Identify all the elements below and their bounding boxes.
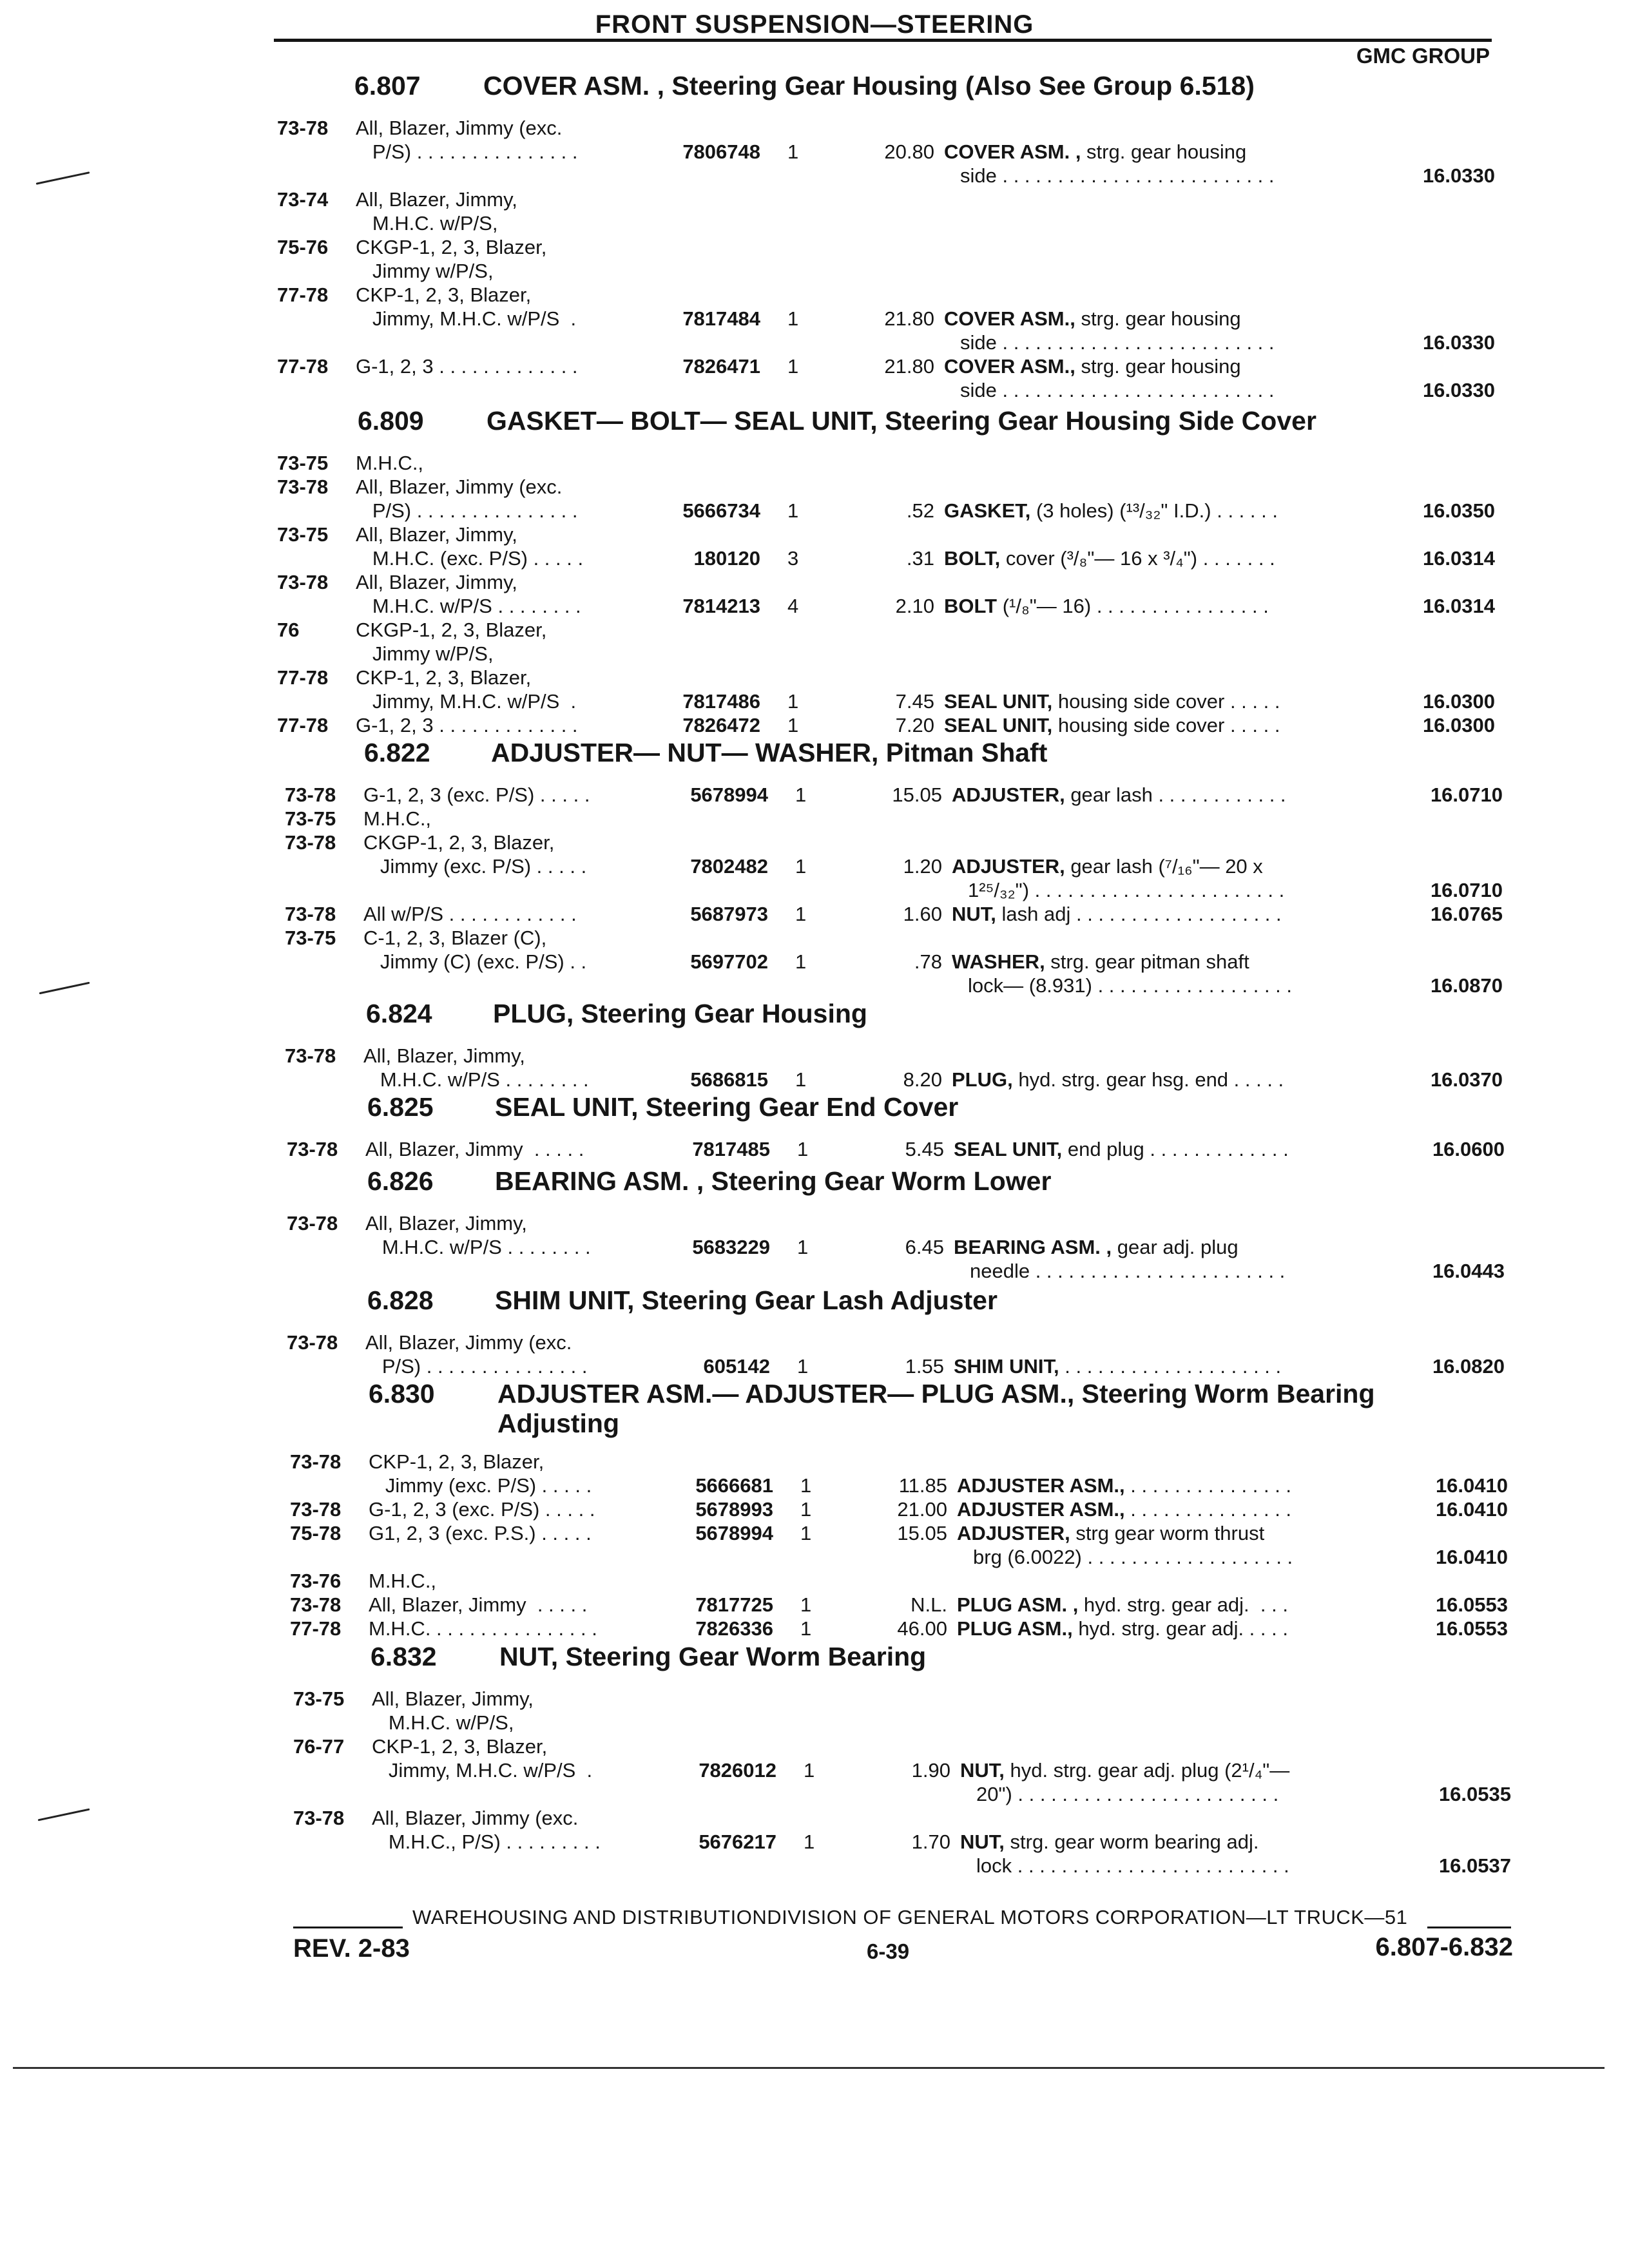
description-detail: . . . . . . . . . . . . . . .: [1124, 1474, 1292, 1497]
description-detail: strg gear worm thrust: [1070, 1522, 1265, 1544]
section-number: 6.832: [371, 1642, 437, 1671]
description: [944, 140, 1246, 164]
model-years: 77-78: [277, 284, 329, 306]
description: [957, 1497, 1291, 1521]
model-years: 73-75: [285, 927, 336, 949]
group-class-number: 16.0410: [1435, 1546, 1508, 1568]
description-continued: lock— (8.931) . . . . . . . . . . . . . . . . . .: [968, 974, 1293, 997]
description-detail: strg. gear housing: [1075, 307, 1241, 330]
part-number: 605142: [703, 1355, 770, 1378]
price: 1.90: [911, 1759, 950, 1782]
application: G-1, 2, 3 . . . . . . . . . . . . .: [356, 714, 578, 736]
model-years: 76: [277, 619, 300, 641]
description-name: SEAL UNIT,: [944, 714, 1053, 736]
description: [960, 1758, 1289, 1782]
description: [944, 689, 1280, 713]
section-number: 6.830: [369, 1379, 435, 1408]
model-years: 77-78: [277, 666, 329, 689]
group-class-number: 16.0537: [1438, 1854, 1511, 1877]
group-class-number: 16.0330: [1422, 331, 1495, 354]
group-class-number: 16.0314: [1422, 547, 1495, 570]
model-years: 73-75: [293, 1687, 345, 1710]
description-name: PLUG ASM.,: [957, 1617, 1073, 1640]
application: Jimmy w/P/S,: [356, 260, 494, 282]
section-title: NUT, Steering Gear Worm Bearing: [499, 1642, 927, 1671]
section-title: COVER ASM. , Steering Gear Housing (Also See Group 6.518): [483, 71, 1255, 101]
description-name: NUT,: [960, 1831, 1005, 1853]
application: M.H.C. w/P/S,: [356, 212, 498, 235]
price: 1.55: [905, 1355, 944, 1378]
description: [957, 1521, 1264, 1545]
description-name: COVER ASM.,: [944, 307, 1075, 330]
description-name: ADJUSTER ASM.,: [957, 1474, 1125, 1497]
model-years: 73-78: [277, 476, 329, 498]
group-class-number: 16.0820: [1432, 1355, 1505, 1378]
footer-rule-left: [293, 1927, 403, 1928]
description-detail: . . . . . . . . . . . . . . .: [1124, 1498, 1292, 1521]
model-years: 73-78: [287, 1212, 338, 1235]
description-detail: strg. gear worm bearing adj.: [1004, 1831, 1259, 1853]
application: M.H.C. . . . . . . . . . . . . . . .: [369, 1617, 597, 1640]
application: M.H.C. w/P/S . . . . . . . .: [363, 1068, 589, 1091]
section-title: GASKET— BOLT— SEAL UNIT, Steering Gear Housing Side Cover: [487, 406, 1316, 436]
application: M.H.C.,: [369, 1570, 437, 1592]
application: P/S) . . . . . . . . . . . . . . .: [356, 499, 578, 522]
description-detail: gear lash (⁷/₁₆"— 20 x: [1065, 855, 1263, 878]
description-detail: (3 holes) (¹³/₃₂" I.D.) . . . . . .: [1030, 499, 1278, 522]
description-detail: hyd. strg. gear adj. . . . .: [1072, 1617, 1288, 1640]
description: [960, 1830, 1258, 1854]
description: [944, 546, 1275, 570]
part-number: 7817484: [682, 307, 760, 330]
group-class-number: 16.0535: [1438, 1783, 1511, 1805]
description-name: PLUG ASM. ,: [957, 1593, 1079, 1616]
part-number: 7826472: [682, 714, 760, 736]
description: [952, 950, 1249, 974]
group-class-number: 16.0330: [1422, 379, 1495, 401]
model-years: 73-78: [285, 903, 336, 925]
section-number: 6.809: [358, 406, 424, 436]
section-title: BEARING ASM. , Steering Gear Worm Lower: [495, 1166, 1052, 1196]
application: C-1, 2, 3, Blazer (C),: [363, 927, 547, 949]
application: M.H.C.,: [363, 807, 432, 830]
application: CKP-1, 2, 3, Blazer,: [372, 1735, 548, 1758]
application: CKGP-1, 2, 3, Blazer,: [356, 236, 547, 258]
scan-edge-line: [13, 2067, 1605, 2069]
part-number: 180120: [693, 547, 760, 570]
description: [957, 1474, 1291, 1497]
application: CKP-1, 2, 3, Blazer,: [356, 666, 532, 689]
quantity: 1: [795, 950, 807, 973]
description: [957, 1617, 1288, 1640]
price: 8.20: [903, 1068, 942, 1091]
section-title: ADJUSTER ASM.— ADJUSTER— PLUG ASM., Steering Worm Bearing Adjusting: [497, 1379, 1375, 1438]
quantity: 1: [795, 783, 807, 806]
description: [957, 1593, 1288, 1617]
part-number: 7826336: [695, 1617, 773, 1640]
application: Jimmy (C) (exc. P/S) . .: [363, 950, 587, 973]
model-years: 73-78: [285, 1044, 336, 1067]
model-years: 75-78: [290, 1522, 342, 1544]
application: All, Blazer, Jimmy,: [356, 188, 517, 211]
model-years: 73-78: [290, 1450, 342, 1473]
description-continued: side . . . . . . . . . . . . . . . . . . . . . . . . .: [960, 379, 1275, 401]
description-detail: . . . . . . . . . . . . . . . . . . . .: [1059, 1355, 1282, 1378]
group-class-number: 16.0765: [1430, 903, 1503, 925]
application: G-1, 2, 3 (exc. P/S) . . . . .: [369, 1498, 595, 1521]
quantity: 1: [800, 1593, 812, 1616]
part-number: 7806748: [682, 140, 760, 163]
model-years: 73-78: [290, 1593, 342, 1616]
page-title: FRONT SUSPENSION—STEERING: [595, 10, 1034, 39]
part-number: 5676217: [699, 1831, 776, 1853]
model-years: 75-76: [277, 236, 329, 258]
model-years: 73-75: [277, 523, 329, 546]
description: [944, 354, 1241, 378]
description-name: WASHER,: [952, 950, 1045, 973]
model-years: 73-78: [287, 1138, 338, 1160]
group-class-number: 16.0300: [1422, 714, 1495, 736]
quantity: 1: [787, 140, 799, 163]
application: Jimmy (exc. P/S) . . . . .: [369, 1474, 592, 1497]
punch-hole-mark: [39, 982, 90, 995]
application: All, Blazer, Jimmy (exc.: [372, 1807, 579, 1829]
description: [954, 1354, 1281, 1378]
header-rule: [274, 39, 1492, 42]
description-detail: strg. gear housing: [1081, 140, 1247, 163]
description-continued: 1²⁵/₃₂") . . . . . . . . . . . . . . . . . . . . . . .: [968, 879, 1285, 901]
description-detail: strg. gear pitman shaft: [1045, 950, 1249, 973]
section-number: 6.828: [367, 1285, 434, 1315]
group-class-number: 16.0370: [1430, 1068, 1503, 1091]
footer-text: WAREHOUSING AND DISTRIBUTIONDIVISION OF GENERAL MOTORS CORPORATION—LT TRUCK—51: [412, 1906, 1408, 1928]
description-continued: lock . . . . . . . . . . . . . . . . . . . . . . . . .: [976, 1854, 1289, 1877]
section-range: 6.807-6.832: [1375, 1933, 1513, 1961]
description-name: NUT,: [952, 903, 996, 925]
group-class-number: 16.0300: [1422, 690, 1495, 713]
model-years: 73-78: [285, 783, 336, 806]
application: CKGP-1, 2, 3, Blazer,: [363, 831, 555, 854]
description-detail: (¹/₈"— 16) . . . . . . . . . . . . . . . .: [997, 595, 1269, 617]
group-class-number: 16.0410: [1435, 1474, 1508, 1497]
description-name: ADJUSTER ASM.,: [957, 1498, 1125, 1521]
price: 2.10: [895, 595, 934, 617]
quantity: 1: [787, 307, 799, 330]
application: M.H.C. w/P/S,: [372, 1711, 514, 1734]
price: 1.20: [903, 855, 942, 878]
price: 6.45: [905, 1236, 944, 1258]
revision-label: REV. 2-83: [293, 1934, 410, 1963]
quantity: 1: [795, 1068, 807, 1091]
model-years: 73-78: [277, 117, 329, 139]
price: 21.80: [884, 355, 934, 378]
description-detail: gear lash . . . . . . . . . . . .: [1065, 783, 1286, 806]
section-title: SHIM UNIT, Steering Gear Lash Adjuster: [495, 1285, 998, 1315]
description-continued: 20") . . . . . . . . . . . . . . . . . . . . . . . .: [976, 1783, 1279, 1805]
description-detail: housing side cover . . . . .: [1052, 714, 1280, 736]
application: P/S) . . . . . . . . . . . . . . .: [365, 1355, 588, 1378]
description-detail: lash adj . . . . . . . . . . . . . . . . . . .: [996, 903, 1282, 925]
section-title: ADJUSTER— NUT— WASHER, Pitman Shaft: [491, 738, 1048, 767]
price: 1.60: [903, 903, 942, 925]
quantity: 1: [800, 1474, 812, 1497]
price: .78: [914, 950, 942, 973]
part-number: 7817485: [692, 1138, 770, 1160]
application: All, Blazer, Jimmy (exc.: [356, 117, 563, 139]
group-class-number: 16.0330: [1422, 164, 1495, 187]
part-number: 5678994: [690, 783, 768, 806]
description-name: PLUG,: [952, 1068, 1013, 1091]
application: P/S) . . . . . . . . . . . . . . .: [356, 140, 578, 163]
model-years: 73-75: [277, 452, 329, 474]
part-number: 7817486: [682, 690, 760, 713]
quantity: 1: [804, 1831, 815, 1853]
group-class-number: 16.0710: [1430, 879, 1503, 901]
description: [952, 783, 1286, 807]
part-number: 5683229: [692, 1236, 770, 1258]
description-detail: strg. gear housing: [1075, 355, 1241, 378]
quantity: 1: [795, 855, 807, 878]
application: M.H.C., P/S) . . . . . . . . .: [372, 1831, 601, 1853]
description-name: COVER ASM.,: [944, 355, 1075, 378]
section-number: 6.826: [367, 1166, 434, 1196]
quantity: 1: [787, 714, 799, 736]
group-class-number: 16.0600: [1432, 1138, 1505, 1160]
description-detail: gear adj. plug: [1112, 1236, 1239, 1258]
model-years: 73-78: [287, 1331, 338, 1354]
description-name: GASKET,: [944, 499, 1031, 522]
group-class-number: 16.0410: [1435, 1498, 1508, 1521]
price: 21.00: [897, 1498, 947, 1521]
description-name: COVER ASM. ,: [944, 140, 1081, 163]
section-number: 6.807: [354, 71, 421, 101]
price: 21.80: [884, 307, 934, 330]
section-number: 6.824: [366, 999, 432, 1028]
application: All, Blazer, Jimmy,: [363, 1044, 525, 1067]
description: [954, 1235, 1239, 1259]
quantity: 3: [787, 547, 799, 570]
description-name: ADJUSTER,: [952, 855, 1065, 878]
application: All, Blazer, Jimmy (exc.: [356, 476, 563, 498]
quantity: 1: [787, 499, 799, 522]
quantity: 1: [797, 1236, 809, 1258]
description-detail: hyd. strg. gear adj. plug (2¹/₄"—: [1004, 1759, 1290, 1782]
price: 7.20: [895, 714, 934, 736]
application: M.H.C. (exc. P/S) . . . . .: [356, 547, 584, 570]
section-title: PLUG, Steering Gear Housing: [493, 999, 867, 1028]
description-continued: side . . . . . . . . . . . . . . . . . . . . . . . . .: [960, 164, 1275, 187]
section-number: 6.825: [367, 1092, 434, 1122]
punch-hole-mark: [38, 1809, 90, 1821]
application: All, Blazer, Jimmy,: [356, 523, 517, 546]
part-number: 5666734: [682, 499, 760, 522]
quantity: 1: [787, 355, 799, 378]
description-continued: needle . . . . . . . . . . . . . . . . . . . . . . .: [970, 1260, 1286, 1282]
model-years: 73-75: [285, 807, 336, 830]
part-number: 7814213: [682, 595, 760, 617]
application: Jimmy (exc. P/S) . . . . .: [363, 855, 587, 878]
description-detail: hyd. strg. gear adj. . . .: [1078, 1593, 1288, 1616]
application: All w/P/S . . . . . . . . . . . .: [363, 903, 577, 925]
description: [952, 854, 1263, 878]
model-years: 77-78: [277, 355, 329, 378]
quantity: 1: [795, 903, 807, 925]
description: [952, 1068, 1284, 1091]
application: M.H.C. w/P/S . . . . . . . .: [365, 1236, 591, 1258]
description-name: ADJUSTER,: [952, 783, 1065, 806]
price: 15.05: [897, 1522, 947, 1544]
punch-hole-mark: [36, 171, 90, 185]
group-label: GMC GROUP: [1356, 44, 1490, 68]
part-number: 7826471: [682, 355, 760, 378]
description-detail: end plug . . . . . . . . . . . . .: [1062, 1138, 1289, 1160]
description-name: SHIM UNIT,: [954, 1355, 1059, 1378]
price: .52: [906, 499, 934, 522]
price: 20.80: [884, 140, 934, 163]
application: CKP-1, 2, 3, Blazer,: [369, 1450, 545, 1473]
application: M.H.C.,: [356, 452, 424, 474]
application: All, Blazer, Jimmy (exc.: [365, 1331, 572, 1354]
part-number: 5686815: [690, 1068, 768, 1091]
part-number: 5678993: [695, 1498, 773, 1521]
quantity: 4: [787, 595, 799, 617]
group-class-number: 16.0314: [1422, 595, 1495, 617]
description: [944, 499, 1278, 523]
description-name: SEAL UNIT,: [954, 1138, 1063, 1160]
description: [944, 713, 1280, 737]
quantity: 1: [797, 1355, 809, 1378]
part-number: 5687973: [690, 903, 768, 925]
application: G1, 2, 3 (exc. P.S.) . . . . .: [369, 1522, 592, 1544]
price: .31: [906, 547, 934, 570]
application: G-1, 2, 3 . . . . . . . . . . . . .: [356, 355, 578, 378]
section-title: SEAL UNIT, Steering Gear End Cover: [495, 1092, 959, 1122]
model-years: 73-78: [290, 1498, 342, 1521]
quantity: 1: [800, 1617, 812, 1640]
part-number: 5666681: [695, 1474, 773, 1497]
application: All, Blazer, Jimmy,: [372, 1687, 534, 1710]
application: CKGP-1, 2, 3, Blazer,: [356, 619, 547, 641]
description-continued: side . . . . . . . . . . . . . . . . . . . . . . . . .: [960, 331, 1275, 354]
description-detail: housing side cover . . . . .: [1052, 690, 1280, 713]
application: Jimmy w/P/S,: [356, 642, 494, 665]
model-years: 73-78: [285, 831, 336, 854]
part-number: 7826012: [699, 1759, 776, 1782]
application: All, Blazer, Jimmy,: [365, 1212, 527, 1235]
price: 11.85: [898, 1474, 947, 1497]
page-number: 6-39: [867, 1939, 910, 1963]
group-class-number: 16.0710: [1430, 783, 1503, 806]
group-class-number: 16.0350: [1422, 499, 1495, 522]
description-name: NUT,: [960, 1759, 1005, 1782]
quantity: 1: [800, 1522, 812, 1544]
description: [952, 902, 1282, 926]
model-years: 77-78: [290, 1617, 342, 1640]
model-years: 73-78: [277, 571, 329, 593]
quantity: 1: [800, 1498, 812, 1521]
quantity: 1: [787, 690, 799, 713]
price: N.L.: [911, 1593, 947, 1616]
application: Jimmy, M.H.C. w/P/S .: [356, 307, 577, 330]
price: 46.00: [897, 1617, 947, 1640]
part-number: 7817725: [695, 1593, 773, 1616]
quantity: 1: [797, 1138, 809, 1160]
description-name: BOLT,: [944, 547, 1001, 570]
model-years: 77-78: [277, 714, 329, 736]
part-number: 5678994: [695, 1522, 773, 1544]
section-number: 6.822: [364, 738, 430, 767]
group-class-number: 16.0443: [1432, 1260, 1505, 1282]
price: 15.05: [892, 783, 942, 806]
price: 1.70: [911, 1831, 950, 1853]
application: All, Blazer, Jimmy . . . . .: [369, 1593, 588, 1616]
description-name: BEARING ASM. ,: [954, 1236, 1112, 1258]
description-name: ADJUSTER,: [957, 1522, 1070, 1544]
quantity: 1: [804, 1759, 815, 1782]
description-detail: cover (³/₈"— 16 x ³/₄") . . . . . . .: [1000, 547, 1275, 570]
description-detail: hyd. strg. gear hsg. end . . . . .: [1012, 1068, 1284, 1091]
model-years: 73-74: [277, 188, 329, 211]
model-years: 73-78: [293, 1807, 345, 1829]
application: Jimmy, M.H.C. w/P/S .: [356, 690, 577, 713]
application: CKP-1, 2, 3, Blazer,: [356, 284, 532, 306]
part-number: 7802482: [690, 855, 768, 878]
model-years: 76-77: [293, 1735, 345, 1758]
description: [944, 594, 1269, 618]
price: 5.45: [905, 1138, 944, 1160]
price: 7.45: [895, 690, 934, 713]
description: [944, 307, 1241, 331]
group-class-number: 16.0553: [1435, 1617, 1508, 1640]
application: All, Blazer, Jimmy . . . . .: [365, 1138, 584, 1160]
application: All, Blazer, Jimmy,: [356, 571, 517, 593]
application: G-1, 2, 3 (exc. P/S) . . . . .: [363, 783, 590, 806]
description-continued: brg (6.0022) . . . . . . . . . . . . . . . . . . .: [973, 1546, 1293, 1568]
application: Jimmy, M.H.C. w/P/S .: [372, 1759, 593, 1782]
part-number: 5697702: [690, 950, 768, 973]
group-class-number: 16.0553: [1435, 1593, 1508, 1616]
description: [954, 1137, 1289, 1161]
footer-rule-right: [1427, 1927, 1511, 1928]
description-name: BOLT: [944, 595, 998, 617]
description-name: SEAL UNIT,: [944, 690, 1053, 713]
application: M.H.C. w/P/S . . . . . . . .: [356, 595, 581, 617]
group-class-number: 16.0870: [1430, 974, 1503, 997]
model-years: 73-76: [290, 1570, 342, 1592]
